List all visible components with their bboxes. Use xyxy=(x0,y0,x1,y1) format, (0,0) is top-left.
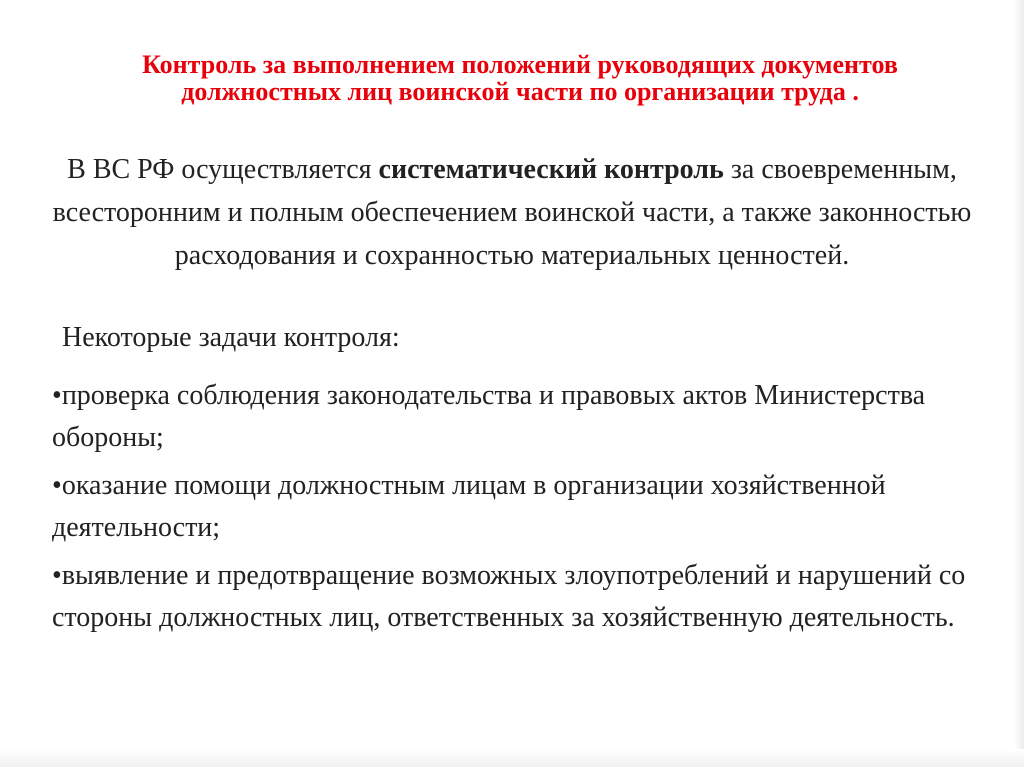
intro-paragraph xyxy=(40,148,984,277)
intro-text-end: за своевременным, всесторонним и полным обеспечением воинской части, а также законностью расходования и сохранностью материальных ценностей. xyxy=(52,154,972,271)
bullet-icon: • xyxy=(52,380,62,411)
slide-edge-bottom xyxy=(0,749,1024,767)
task-text: оказание помощи должностным лицам в организации хозяйственной деятельности; xyxy=(52,470,886,543)
slide-title: Контроль за выполнением положений руководящих документов должностных лиц воинской части по организации труда . xyxy=(142,50,898,106)
task-text: проверка соблюдения законодательства и правовых актов Министерства обороны; xyxy=(52,380,926,453)
slide-edge-right xyxy=(1014,0,1024,767)
intro-text-start: В ВС РФ осуществляется xyxy=(67,154,379,185)
bullet-icon: • xyxy=(52,470,62,501)
task-item xyxy=(52,375,982,459)
task-item xyxy=(52,465,982,549)
bullet-icon: • xyxy=(52,560,62,591)
task-item xyxy=(52,555,982,639)
intro-emphasis: систематический контроль xyxy=(378,154,724,185)
tasks-heading: Некоторые задачи контроля: xyxy=(62,322,400,353)
task-text: выявление и предотвращение возможных злоупотреблений и нарушений со стороны должностных лиц, ответственных за хозяйственную деятельность. xyxy=(52,560,966,633)
tasks-list xyxy=(52,375,982,645)
